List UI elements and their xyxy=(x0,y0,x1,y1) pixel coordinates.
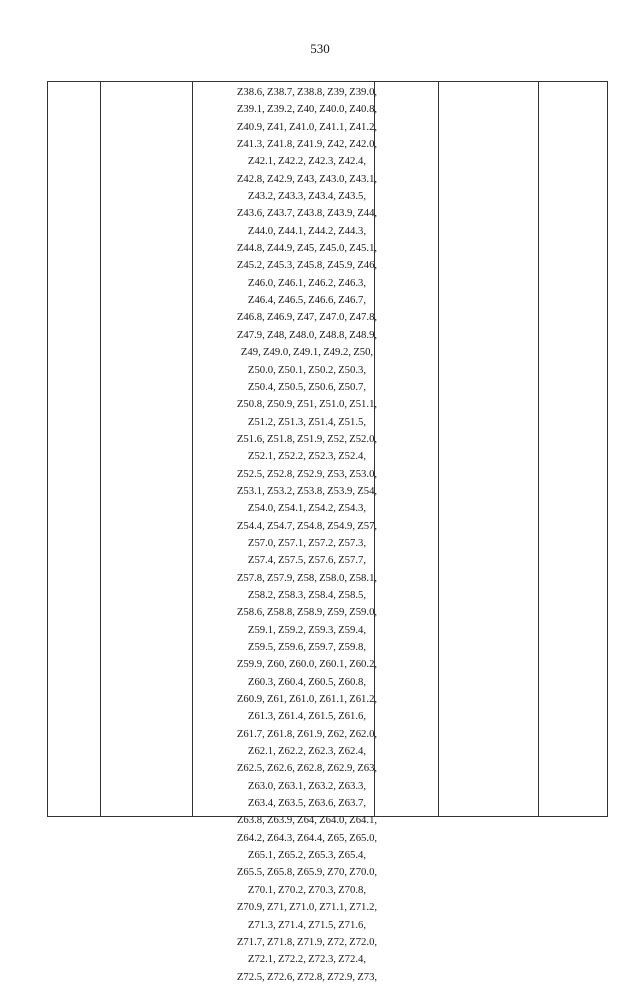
code-line: Z51.6, Z51.8, Z51.9, Z52, Z52.0, xyxy=(236,432,378,445)
code-line: Z63.4, Z63.5, Z63.6, Z63.7, xyxy=(247,797,367,810)
code-line: Z42.1, Z42.2, Z42.3, Z42.4, xyxy=(247,155,367,168)
column-divider xyxy=(100,82,101,816)
code-line: Z50.4, Z50.5, Z50.6, Z50.7, xyxy=(247,380,367,393)
code-line: Z47.9, Z48, Z48.0, Z48.8, Z48.9, xyxy=(236,328,378,341)
page-number: 530 xyxy=(310,41,330,56)
code-line: Z52.1, Z52.2, Z52.3, Z52.4, xyxy=(247,450,367,463)
code-line: Z57.0, Z57.1, Z57.2, Z57.3, xyxy=(247,536,367,549)
code-line: Z61.3, Z61.4, Z61.5, Z61.6, xyxy=(247,710,367,723)
code-line: Z59.9, Z60, Z60.0, Z60.1, Z60.2, xyxy=(236,658,378,671)
code-line: Z63.0, Z63.1, Z63.2, Z63.3, xyxy=(247,779,367,792)
column-divider xyxy=(192,82,193,816)
code-line: Z50.0, Z50.1, Z50.2, Z50.3, xyxy=(247,363,367,376)
code-line: Z71.3, Z71.4, Z71.5, Z71.6, xyxy=(247,918,367,931)
code-line: Z58.6, Z58.8, Z58.9, Z59, Z59.0, xyxy=(236,606,378,619)
diagnosis-codes-cell xyxy=(195,84,419,986)
code-line: Z41.3, Z41.8, Z41.9, Z42, Z42.0, xyxy=(236,138,378,151)
code-line: Z72.5, Z72.6, Z72.8, Z72.9, Z73, xyxy=(236,970,378,983)
code-line: Z70.1, Z70.2, Z70.3, Z70.8, xyxy=(247,883,367,896)
code-line: Z72.1, Z72.2, Z72.3, Z72.4, xyxy=(247,953,367,966)
code-line: Z58.2, Z58.3, Z58.4, Z58.5, xyxy=(247,588,367,601)
code-line: Z61.7, Z61.8, Z61.9, Z62, Z62.0, xyxy=(236,727,378,740)
code-line: Z42.8, Z42.9, Z43, Z43.0, Z43.1, xyxy=(236,172,378,185)
code-table xyxy=(47,81,608,983)
code-line: Z62.1, Z62.2, Z62.3, Z62.4, xyxy=(247,745,367,758)
code-line: Z39.1, Z39.2, Z40, Z40.0, Z40.8, xyxy=(236,103,378,116)
code-line: Z71.7, Z71.8, Z71.9, Z72, Z72.0, xyxy=(236,935,378,948)
code-line: Z44.8, Z44.9, Z45, Z45.0, Z45.1, xyxy=(236,242,378,255)
code-line: Z46.8, Z46.9, Z47, Z47.0, Z47.8, xyxy=(236,311,378,324)
code-line: Z64.2, Z64.3, Z64.4, Z65, Z65.0, xyxy=(236,831,378,844)
code-line: Z62.5, Z62.6, Z62.8, Z62.9, Z63, xyxy=(236,762,378,775)
code-line: Z46.0, Z46.1, Z46.2, Z46.3, xyxy=(247,276,367,289)
code-line: Z59.5, Z59.6, Z59.7, Z59.8, xyxy=(247,641,367,653)
code-line: Z45.2, Z45.3, Z45.8, Z45.9, Z46, xyxy=(236,259,378,272)
column-divider xyxy=(538,82,539,816)
code-line: Z60.9, Z61, Z61.0, Z61.1, Z61.2, xyxy=(236,693,378,706)
code-line: Z43.6, Z43.7, Z43.8, Z43.9, Z44, xyxy=(236,207,378,220)
code-line: Z65.1, Z65.2, Z65.3, Z65.4, xyxy=(247,849,367,862)
code-line: Z46.4, Z46.5, Z46.6, Z46.7, xyxy=(247,294,367,307)
code-line: Z44.0, Z44.1, Z44.2, Z44.3, xyxy=(247,224,367,237)
code-line: Z59.1, Z59.2, Z59.3, Z59.4, xyxy=(247,623,367,636)
code-line: Z53.1, Z53.2, Z53.8, Z53.9, Z54, xyxy=(236,484,378,497)
code-line: Z51.2, Z51.3, Z51.4, Z51.5, xyxy=(247,415,367,428)
code-line: Z65.5, Z65.8, Z65.9, Z70, Z70.0, xyxy=(236,866,378,879)
code-line: Z43.2, Z43.3, Z43.4, Z43.5, xyxy=(247,190,367,203)
code-line: Z60.3, Z60.4, Z60.5, Z60.8, xyxy=(247,675,367,688)
code-line: Z54.4, Z54.7, Z54.8, Z54.9, Z57, xyxy=(236,519,378,532)
code-line: Z63.8, Z63.9, Z64, Z64.0, Z64.1, xyxy=(236,814,378,827)
code-line: Z54.0, Z54.1, Z54.2, Z54.3, xyxy=(247,502,367,515)
code-line: Z70.9, Z71, Z71.0, Z71.1, Z71.2, xyxy=(236,901,378,914)
code-line: Z57.8, Z57.9, Z58, Z58.0, Z58.1, xyxy=(236,571,378,584)
code-line: Z40.9, Z41, Z41.0, Z41.1, Z41.2, xyxy=(236,120,378,133)
code-line: Z52.5, Z52.8, Z52.9, Z53, Z53.0, xyxy=(236,467,378,480)
column-divider xyxy=(438,82,439,816)
code-line: Z57.4, Z57.5, Z57.6, Z57.7, xyxy=(247,554,367,567)
code-line: Z50.8, Z50.9, Z51, Z51.0, Z51.1, xyxy=(236,398,378,411)
code-line: Z49, Z49.0, Z49.1, Z49.2, Z50, xyxy=(240,346,374,359)
code-line: Z38.6, Z38.7, Z38.8, Z39, Z39.0, xyxy=(236,86,378,98)
